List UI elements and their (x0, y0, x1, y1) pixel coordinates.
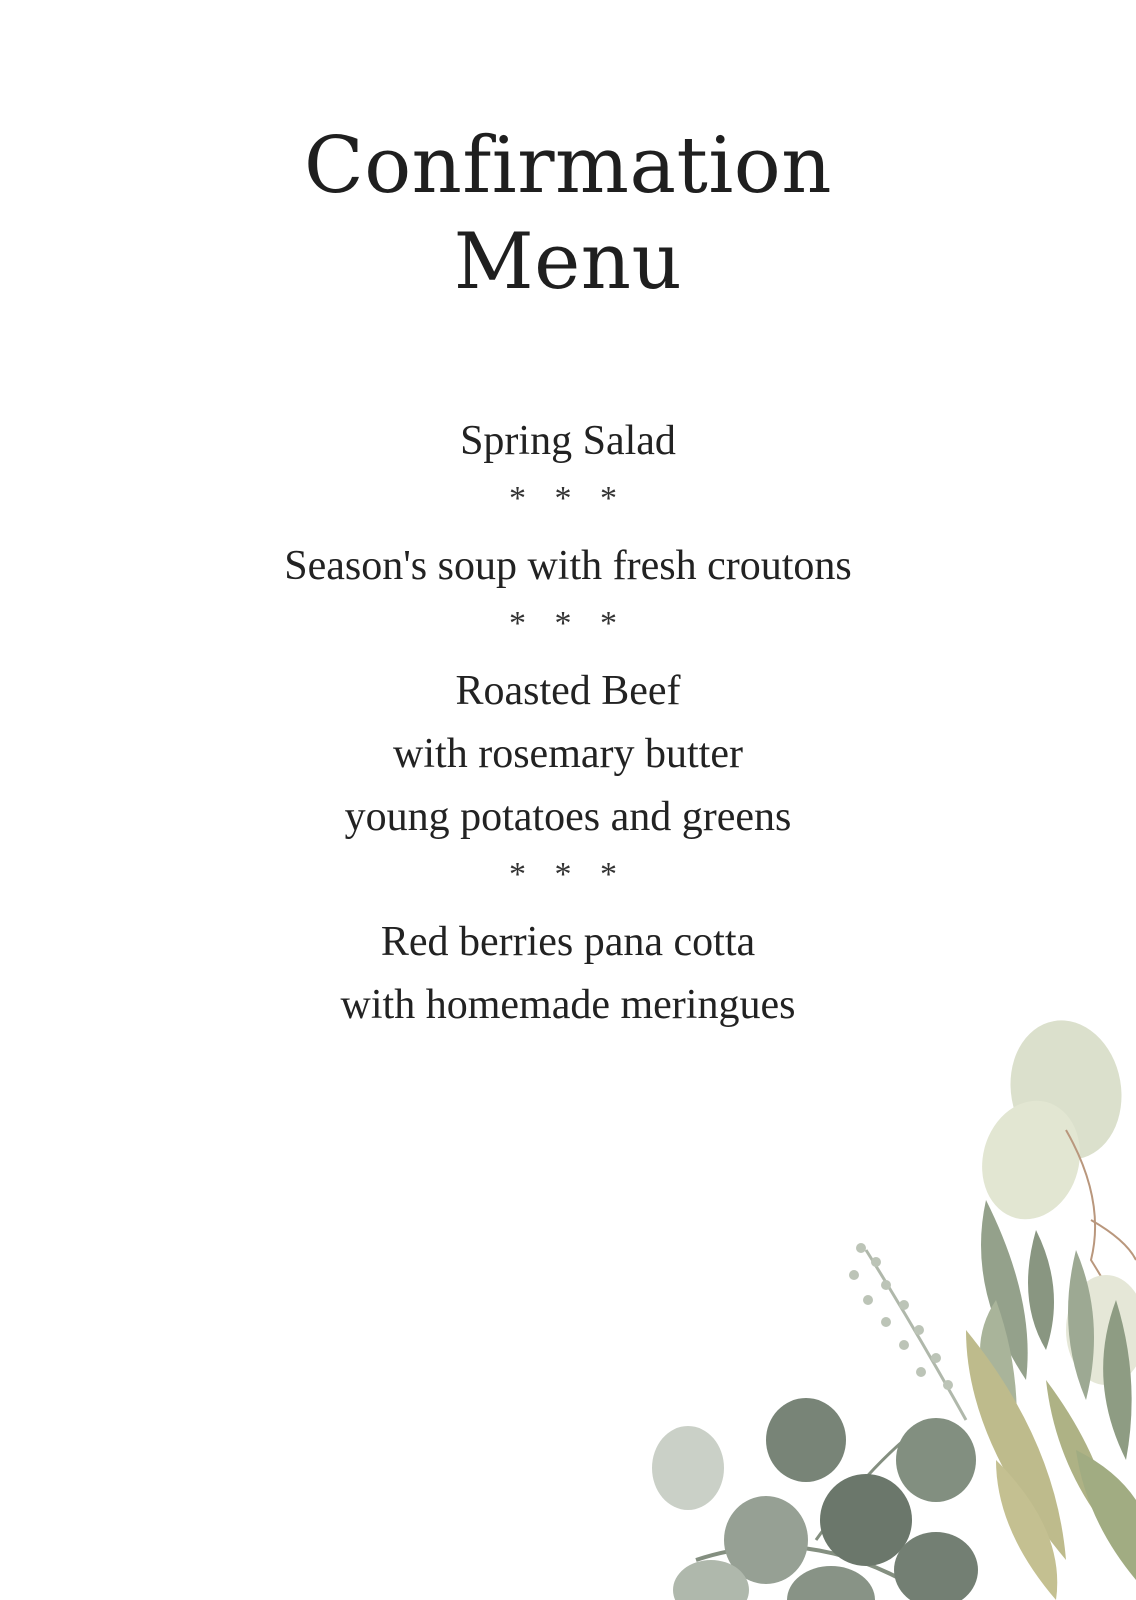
course-line: with homemade meringues (340, 982, 796, 1028)
menu-title (0, 118, 1136, 310)
eucalyptus-foliage-illustration (636, 1000, 1136, 1600)
course-line: Spring Salad (460, 418, 676, 464)
course-starter (0, 410, 1136, 473)
course-line: Red berries pana cotta (380, 919, 756, 965)
title-line-2: Menu (453, 217, 683, 307)
separator: * * * (509, 605, 627, 642)
course-soup (0, 535, 1136, 598)
separator: * * * (509, 856, 627, 893)
course-line: young potatoes and greens (344, 794, 792, 840)
menu-courses (0, 410, 1136, 1037)
course-main (0, 660, 1136, 849)
course-line: with rosemary butter (393, 731, 743, 777)
course-line: Roasted Beef (455, 668, 681, 714)
separator: * * * (509, 480, 627, 517)
course-line: Season's soup with fresh croutons (284, 543, 852, 589)
title-line-1: Confirmation (304, 121, 832, 211)
